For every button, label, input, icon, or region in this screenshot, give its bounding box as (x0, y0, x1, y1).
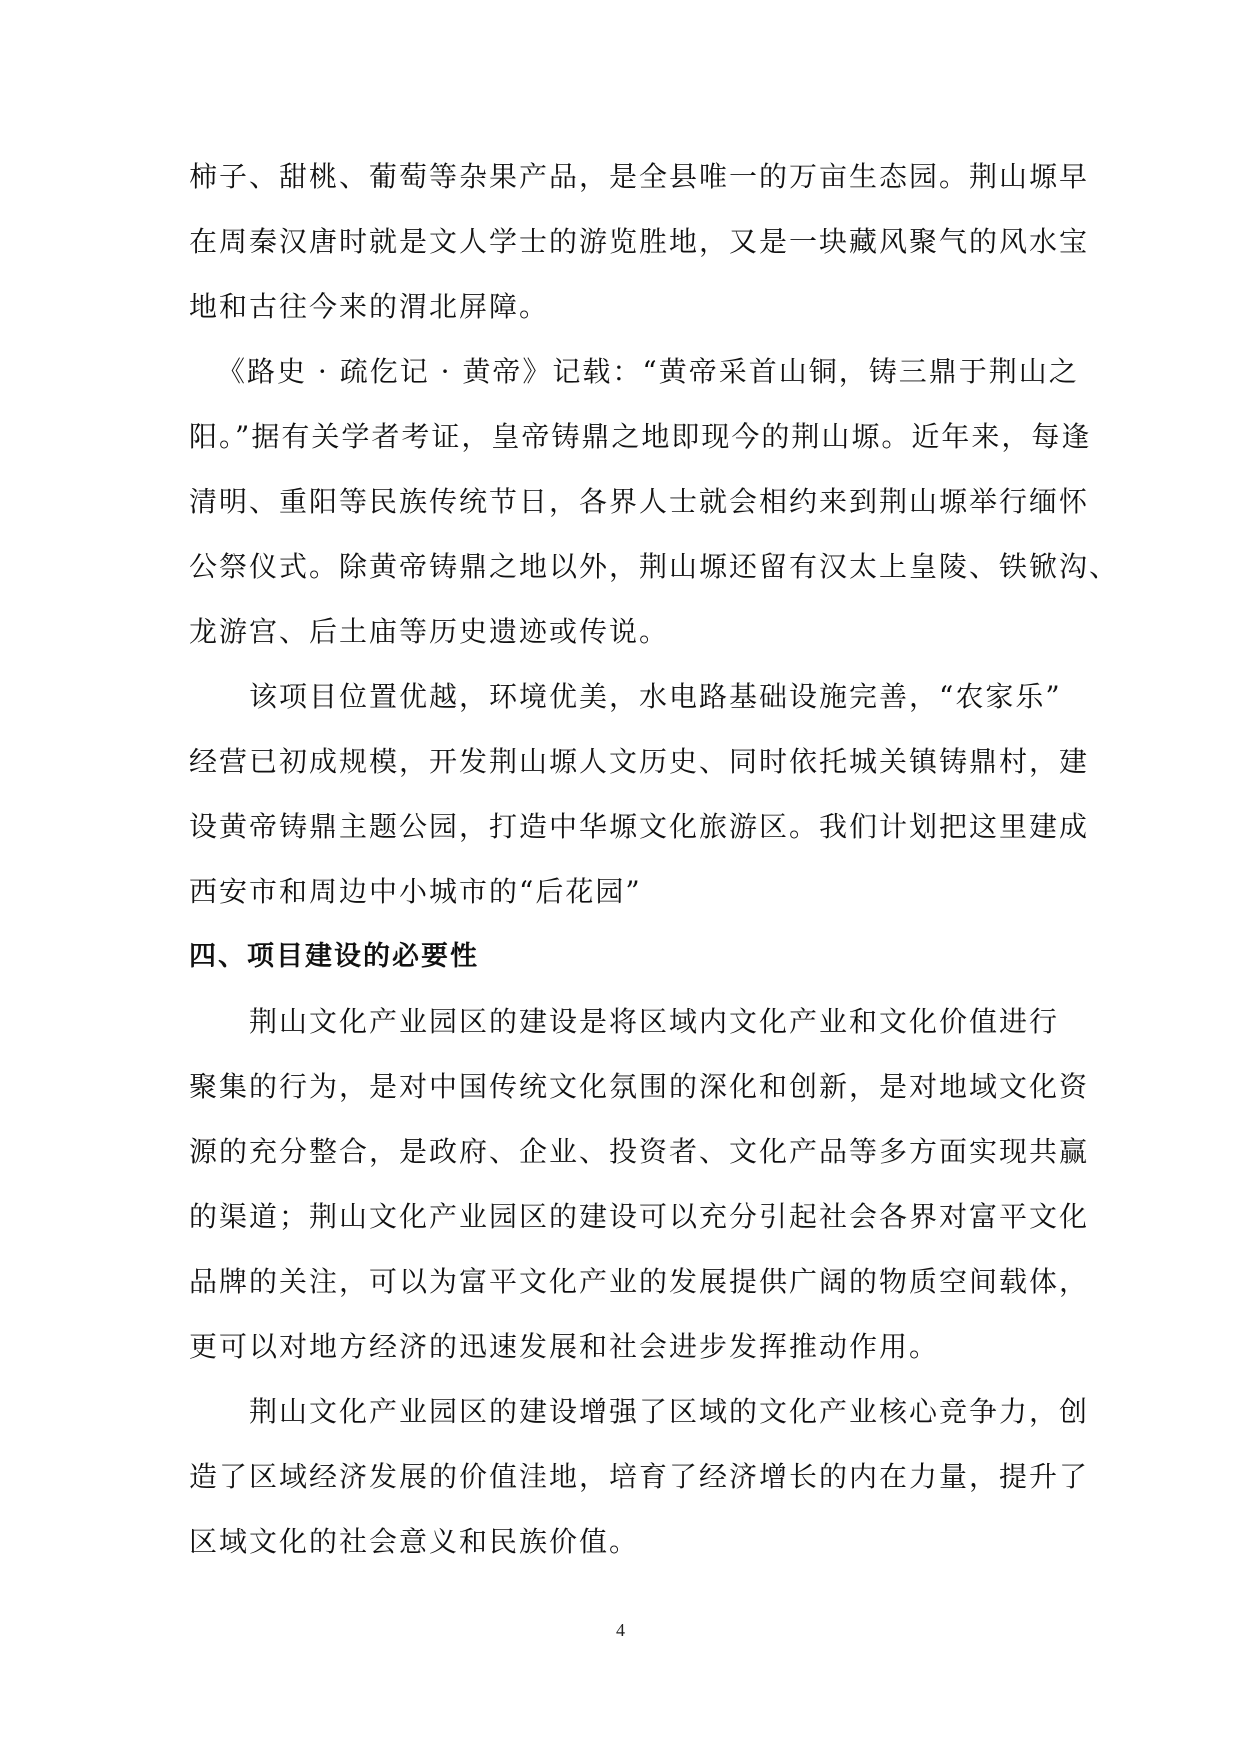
text-line: 西安市和周边中小城市的“后花园” (189, 875, 642, 908)
paragraph-2 (189, 339, 1120, 664)
page-number: 4 (616, 1620, 625, 1640)
text-line: 经营已初成规模，开发荆山塬人文历史、同时依托城关镇铸鼎村，建 (189, 745, 1090, 778)
text-line: 清明、重阳等民族传统节日，各界人士就会相约来到荆山塬举行缅怀 (189, 485, 1090, 518)
paragraph-4 (189, 989, 1090, 1379)
text-line: 阳。”据有关学者考证，皇帝铸鼎之地即现今的荆山塬。近年来，每逢 (189, 420, 1092, 453)
section-heading: 四、项目建设的必要性 (189, 941, 479, 972)
text-line: 造了区域经济发展的价值洼地，培育了经济增长的内在力量，提升了 (189, 1460, 1090, 1493)
text-line: 在周秦汉唐时就是文人学士的游览胜地，又是一块藏风聚气的风水宝 (189, 225, 1090, 258)
paragraph-5 (189, 1379, 1090, 1574)
text-line: 柿子、甜桃、葡萄等杂果产品，是全县唯一的万亩生态园。荆山塬早 (189, 160, 1090, 193)
text-line: 地和古往今来的渭北屏障。 (189, 290, 550, 323)
text-line: 荆山文化产业园区的建设是将区域内文化产业和文化价值进行 (249, 1005, 1060, 1038)
text-line: 荆山文化产业园区的建设增强了区域的文化产业核心竞争力，创 (249, 1395, 1090, 1428)
text-line: 更可以对地方经济的迅速发展和社会进步发挥推动作用。 (189, 1330, 940, 1363)
text-line: 该项目位置优越，环境优美，水电路基础设施完善，“农家乐” (249, 680, 1062, 713)
text-line: 区域文化的社会意义和民族价值。 (189, 1525, 640, 1558)
text-line: 公祭仪式。除黄帝铸鼎之地以外，荆山塬还留有汉太上皇陵、铁锨沟、 (189, 550, 1120, 583)
paragraph-1 (189, 144, 1090, 339)
paragraph-3 (189, 664, 1090, 924)
text-line: 源的充分整合，是政府、企业、投资者、文化产品等多方面实现共赢 (189, 1135, 1090, 1168)
text-line: 《路史 · 疏仡记 · 黄帝》记载：“黄帝采首山铜，铸三鼎于荆山之 (217, 355, 1079, 388)
page-content (189, 144, 1120, 1574)
text-line: 的渠道；荆山文化产业园区的建设可以充分引起社会各界对富平文化 (189, 1200, 1090, 1233)
text-line: 聚集的行为，是对中国传统文化氛围的深化和创新，是对地域文化资 (189, 1070, 1090, 1103)
text-line: 龙游宫、后土庙等历史遗迹或传说。 (189, 615, 670, 648)
text-line: 设黄帝铸鼎主题公园，打造中华塬文化旅游区。我们计划把这里建成 (189, 810, 1090, 843)
text-line: 品牌的关注，可以为富平文化产业的发展提供广阔的物质空间载体， (189, 1265, 1090, 1298)
